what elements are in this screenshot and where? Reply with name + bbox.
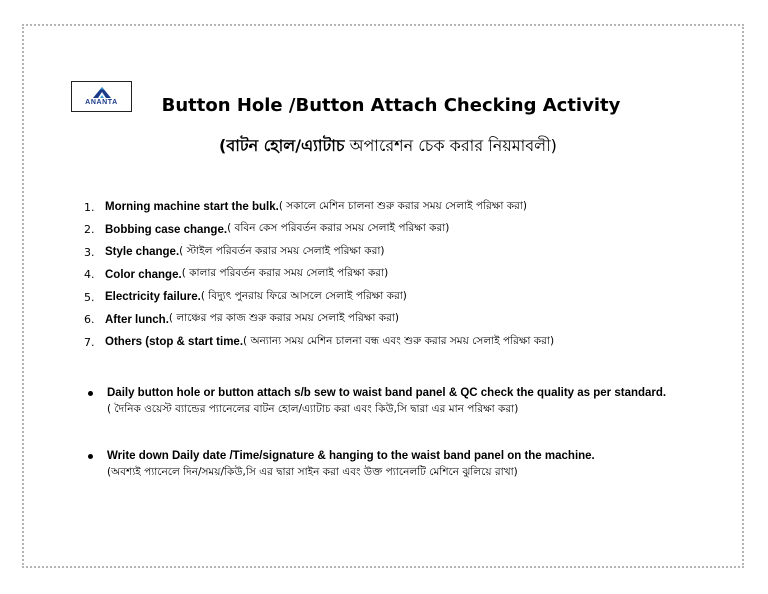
list-item	[84, 241, 554, 264]
bullet-dot	[88, 391, 93, 396]
list-item	[84, 309, 554, 332]
item-bangla: ( লাঞ্চের পর কাজ শুরু করার সময় সেলাই পরিক্ষা করা)	[168, 312, 399, 325]
bullet-english: Write down Daily date /Time/signature & hanging to the waist band panel on the machine.	[107, 450, 595, 462]
item-number: 7.	[84, 335, 95, 349]
bullet-english: Daily button hole or button attach s/b sew to waist band panel & QC check the quality as per standard.	[107, 387, 667, 399]
page-subtitle	[0, 133, 768, 160]
bullet-bangla: (অবশ্যই প্যানেলে দিন/সময়/কিউ,সি এর দ্বারা সাইন করা এবং উক্ত প্যানেলটি মেশিনে ঝুলিয়ে রাখা)	[107, 466, 518, 478]
subtitle-rest: অপারেশন চেক করার নিয়মাবলী)	[344, 136, 557, 155]
bullet-item-qc	[86, 387, 666, 419]
checking-steps-list	[84, 196, 554, 354]
item-number: 5.	[84, 290, 95, 304]
item-english: Bobbing case change.	[105, 223, 228, 236]
item-english: Electricity failure.	[105, 291, 201, 304]
item-number: 2.	[84, 223, 95, 237]
page-title: Button Hole /Button Attach Checking Activity	[161, 95, 621, 116]
item-bangla: ( বিদ্যুৎ পুনরায় ফিরে আসলে সেলাই পরিক্ষা করা)	[200, 289, 407, 302]
bullet-item-signature	[86, 450, 595, 482]
bullet-dot	[88, 454, 93, 459]
item-bangla: ( সকালে মেশিন চালনা শুরু করার সময় সেলাই পরিক্ষা করা)	[278, 199, 527, 212]
list-item	[84, 331, 554, 354]
item-english: Others (stop & start time.	[105, 336, 244, 349]
item-number: 1.	[84, 200, 95, 214]
item-bangla: ( স্টাইল পরিবর্তন করার সময় সেলাই পরিক্ষা করা)	[179, 244, 385, 257]
item-bangla: ( কালার পরিবর্তন করার সময় সেলাই পরিক্ষা করা)	[181, 267, 389, 280]
item-bangla: ( অন্যান্য সময় মেশিন চালনা বন্ধ এবং শুরু করার সময় সেলাই পরিক্ষা করা)	[243, 334, 555, 347]
bullet-bangla: ( দৈনিক ওয়েস্ট ব্যান্ডের প্যানেলের বাটন হোল/এ্যাটাচ করা এবং কিউ,সি দ্বারা এর মান পরিক্ষা করা)	[107, 403, 519, 415]
item-bangla: ( ববিন কেস পরিবর্তন করার সময় সেলাই পরিক্ষা করা)	[227, 222, 450, 235]
item-english: Style change.	[105, 246, 180, 259]
item-number: 4.	[84, 268, 95, 282]
list-item	[84, 264, 554, 287]
item-english: Morning machine start the bulk.	[105, 201, 279, 214]
list-item	[84, 286, 554, 309]
subtitle-bold: (বাটন হোল/এ্যাটাচ	[219, 136, 345, 155]
logo-text: ANANTA	[85, 99, 118, 106]
item-english: Color change.	[105, 268, 182, 281]
item-english: After lunch.	[105, 313, 169, 326]
list-item	[84, 196, 554, 219]
item-number: 6.	[84, 313, 95, 327]
list-item	[84, 219, 554, 242]
item-number: 3.	[84, 245, 95, 259]
